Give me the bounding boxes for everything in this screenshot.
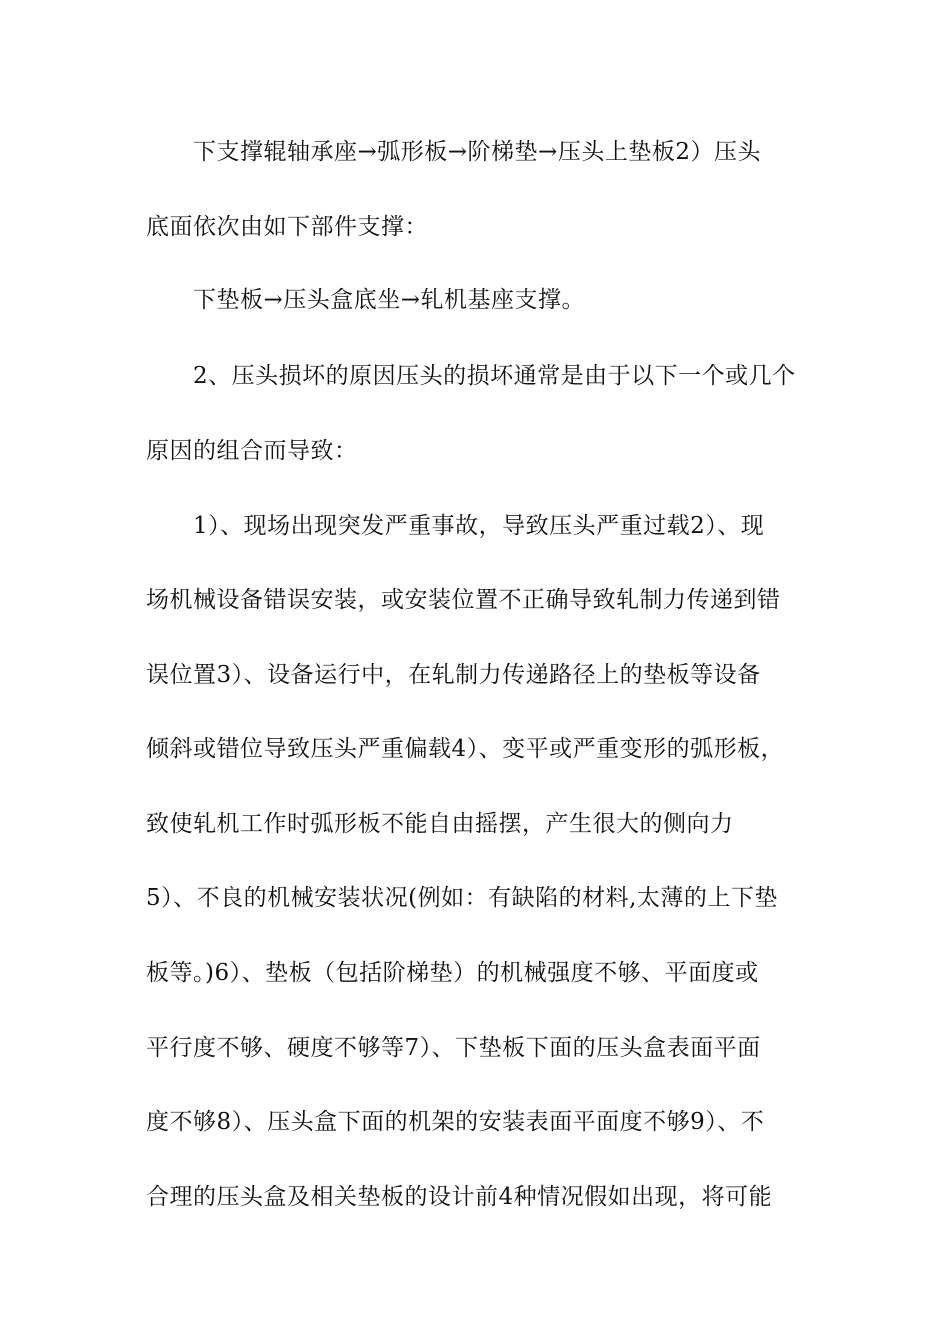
text-line-3: 下垫板→压头盒底坐→轧机基座支撑。 xyxy=(193,287,586,313)
text-line-5: 原因的组合而导致： xyxy=(146,438,358,464)
text-line-4: 2、压头损坏的原因压头的损坏通常是由于以下一个或几个 xyxy=(193,363,796,389)
text-line-14: 度不够8）、压头盒下面的机架的安装表面平面度不够9）、不 xyxy=(146,1109,765,1135)
text-line-8: 误位置3）、设备运行中，在轧制力传递路径上的垫板等设备 xyxy=(146,662,761,688)
text-line-12: 板等。)6）、垫板（包括阶梯垫）的机械强度不够、平面度或 xyxy=(146,960,759,986)
text-line-11: 5）、不良的机械安装状况(例如：有缺陷的材料,太薄的上下垫 xyxy=(146,885,778,911)
text-line-9: 倾斜或错位导致压头严重偏载4）、变平或严重变形的弧形板， xyxy=(146,736,785,762)
text-line-2: 底面依次由如下部件支撑： xyxy=(146,214,428,240)
text-line-1: 下支撑辊轴承座→弧形板→阶梯垫→压头上垫板2）压头 xyxy=(193,139,761,165)
text-line-6: 1）、现场出现突发严重事故，导致压头严重过载2）、现 xyxy=(193,513,765,539)
text-line-10: 致使轧机工作时弧形板不能自由摇摆，产生很大的侧向力 xyxy=(146,811,734,837)
text-line-7: 场机械设备错误安装，或安装位置不正确导致轧制力传递到错 xyxy=(146,587,781,613)
text-line-13: 平行度不够、硬度不够等7）、下垫板下面的压头盒表面平面 xyxy=(146,1035,761,1061)
text-line-15: 合理的压头盒及相关垫板的设计前4种情况假如出现，将可能 xyxy=(146,1184,773,1210)
